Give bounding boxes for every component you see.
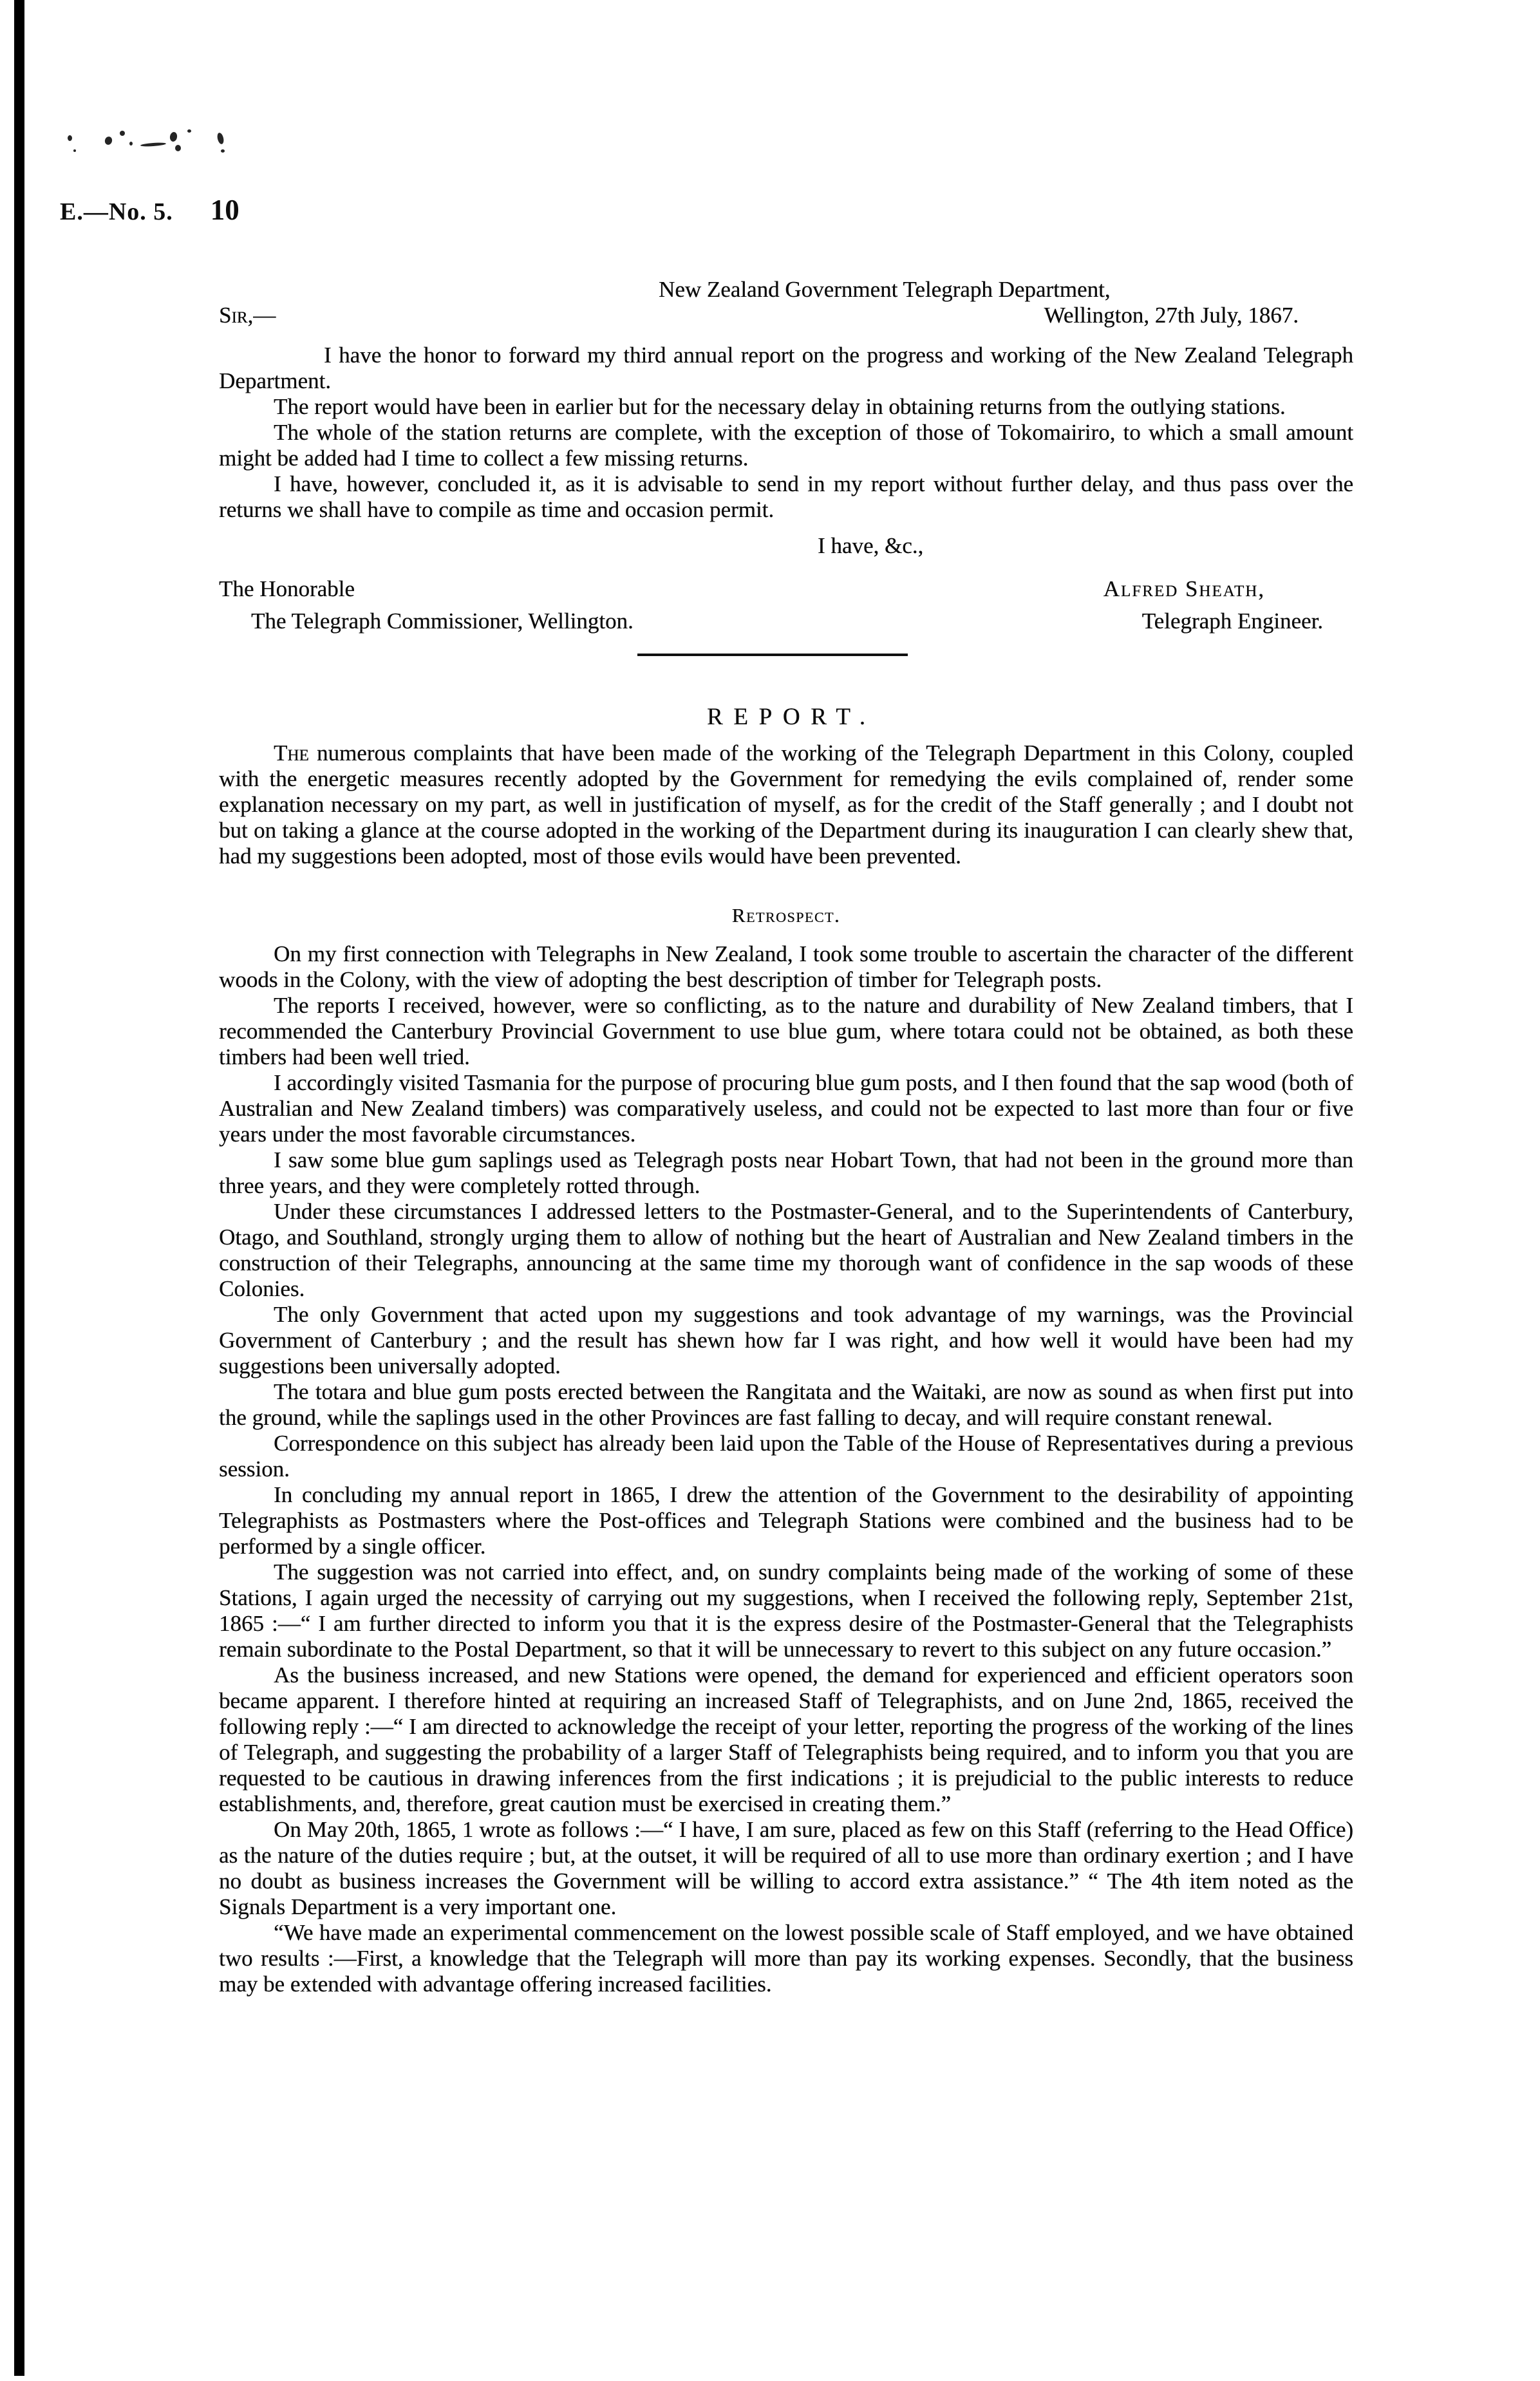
ink-speck — [221, 149, 225, 153]
report-paragraph: Under these circumstances I addressed letters to the Postmaster-General, and to the Superintendents of Canterbury, Otago, and Southland, strongly urging them to allow of nothing but the heart of Australian and New Zealand timbers in the construction of their Telegraphs, announcing at the same time my thorough want of confidence in the sap woods of these Colonies. — [219, 1199, 1353, 1301]
intro-text: numerous complaints that have been made of the working of the Telegraph Department in this Colony, coupled with the energetic measures recently adopted by the Government for remedying the evils complained of, render some explanation necessary on my part, as well in justification of myself, as for the credit of the Staff generally ; and I doubt not but on taking a glance at the course adopted in the working of the Department during its inauguration I can clearly shew that, had my suggestions been adopted, most of those evils would have been prevented. — [219, 740, 1353, 869]
report-paragraph: The reports I received, however, were so conflicting, as to the nature and durability of New Zealand timbers, that I recommended the Canterbury Provincial Government to use blue gum, where totara could not be obtained, as both these timbers had been well tried. — [219, 993, 1353, 1069]
letter-paragraph: I have the honor to forward my third annual report on the progress and working of the New Zealand Telegraph Department. — [219, 343, 1353, 393]
report-paragraph: As the business increased, and new Stations were opened, the demand for experienced and efficient operators soon became apparent. I therefore hinted at requiring an increased Staff of Telegraphists, and on June 2nd, 1865, received the following reply :—“ I am directed to acknowledge the receipt of your letter, reporting the progress of the working of the lines of Telegraph, and suggesting the probability of a larger Staff of Telegraphists being required, and to inform you that you are requested to be cautious in drawing inferences from the first indications ; it is prejudicial to the public interests to reduce establishments, and, therefore, great caution must be exercised in creating them.” — [219, 1662, 1353, 1816]
pencil-scribble-mark — [68, 124, 241, 156]
report-paragraph: On my first connection with Telegraphs in New Zealand, I took some trouble to ascertain the character of the different woods in the Colony, with the view of adopting the best description of timber for Telegraph posts. — [219, 941, 1353, 992]
letterhead-row — [219, 303, 1353, 328]
section-divider — [637, 654, 908, 656]
page-header — [60, 193, 239, 227]
letterhead-department: New Zealand Government Telegraph Department, — [659, 277, 1111, 302]
ink-speck — [68, 135, 72, 141]
report-paragraph: In concluding my annual report in 1865, I drew the attention of the Government to the desirability of appointing Telegraphists as Postmasters where the Post-offices and Telegraph Stations were combined and the business had to be performed by a single officer. — [219, 1482, 1353, 1559]
report-paragraph: “We have made an experimental commencement on the lowest possible scale of Staff employed, and we have obtained two results :—First, a knowledge that the Telegraph will more than pay its working expenses. Secondly, that the business may be extended with advantage offering increased facilities. — [219, 1920, 1353, 1997]
report-paragraph: The suggestion was not carried into effect, and, on sundry complaints being made of the working of some of these Stations, I again urged the necessity of carrying out my suggestions, when I received the following reply, September 21st, 1865 :—“ I am further directed to inform you that it is the express desire of the Postmaster-General that the Telegraphists remain subordinate to the Postal Department, so that it will be unnecessary to revert to this subject on any future occasion.” — [219, 1559, 1353, 1662]
signature-title: Telegraph Engineer. — [1141, 608, 1323, 634]
ink-speck — [175, 145, 181, 151]
report-paragraph: On May 20th, 1865, 1 wrote as follows :—“ I have, I am sure, placed as few on this Staff (referring to the Head Office) as the nature of the duties require ; but, at the outset, it will be required of all to use more than ordinary exertion ; and I have no doubt as business increases the Government will be willing to accord extra assistance.” “ The 4th item noted as the Signals Department is a very important one. — [219, 1817, 1353, 1919]
page-number: 10 — [210, 194, 239, 226]
lead-word: The — [274, 740, 309, 766]
letter-paragraph: The whole of the station returns are complete, with the exception of those of Tokomairiro, to which a small amount might be added had I time to collect a few missing returns. — [219, 420, 1353, 471]
ink-speck — [73, 149, 76, 152]
ink-speck — [169, 131, 178, 142]
report-paragraph: The only Government that acted upon my suggestions and took advantage of my warnings, was the Provincial Government of Canterbury ; and the result has shewn how far I was right, and how well it would have been had my suggestions been universally adopted. — [219, 1302, 1353, 1379]
report-paragraph: I accordingly visited Tasmania for the purpose of procuring blue gum posts, and I then found that the sap wood (both of Australian and New Zealand timbers) was comparatively useless, and could not be expected to last more than four or five years under the most favorable circumstances. — [219, 1070, 1353, 1147]
document-reference: E.—No. 5. — [60, 198, 173, 225]
report-title: REPORT. — [706, 704, 876, 730]
ink-speck — [216, 132, 225, 145]
report-paragraph: I saw some blue gum saplings used as Telegragh posts near Hobart Town, that had not been in the ground more than three years, and they were completely rotted through. — [219, 1147, 1353, 1198]
letter-paragraph: I have, however, concluded it, as it is advisable to send in my report without further delay, and thus pass over the returns we shall have to compile as time and occasion permit. — [219, 471, 1353, 522]
document-body — [219, 277, 1353, 1997]
ink-speck — [104, 136, 113, 146]
signature-name: Alfred Sheath, — [1103, 576, 1265, 601]
report-intro-paragraph — [219, 740, 1353, 869]
binding-edge-bar — [14, 0, 24, 2376]
ink-speck — [129, 142, 133, 146]
addressee-commissioner: The Telegraph Commissioner, Wellington. — [251, 608, 634, 634]
signature-row — [219, 608, 1353, 634]
retrospect-heading — [219, 904, 1353, 927]
report-paragraph: The totara and blue gum posts erected between the Rangitata and the Waitaki, are now as sound as when first put into the ground, while the saplings used in the other Provinces are fast falling to decay, and will require constant renewal. — [219, 1379, 1353, 1430]
report-paragraph: Correspondence on this subject has already been laid upon the Table of the House of Representatives during a previous session. — [219, 1431, 1353, 1482]
salutation: Sir,— — [219, 303, 276, 328]
retrospect-heading-text: Retrospect. — [731, 904, 841, 927]
ink-speck — [187, 129, 191, 133]
ink-speck — [140, 142, 166, 147]
ink-speck — [120, 131, 125, 136]
letterhead-place-date: Wellington, 27th July, 1867. — [1044, 303, 1299, 328]
letter-paragraph: The report would have been in earlier but for the necessary delay in obtaining returns from the outlying stations. — [274, 394, 1286, 419]
addressee-honorable: The Honorable — [219, 576, 355, 601]
signature-row — [219, 576, 1353, 602]
valediction: I have, &c., — [818, 533, 924, 558]
